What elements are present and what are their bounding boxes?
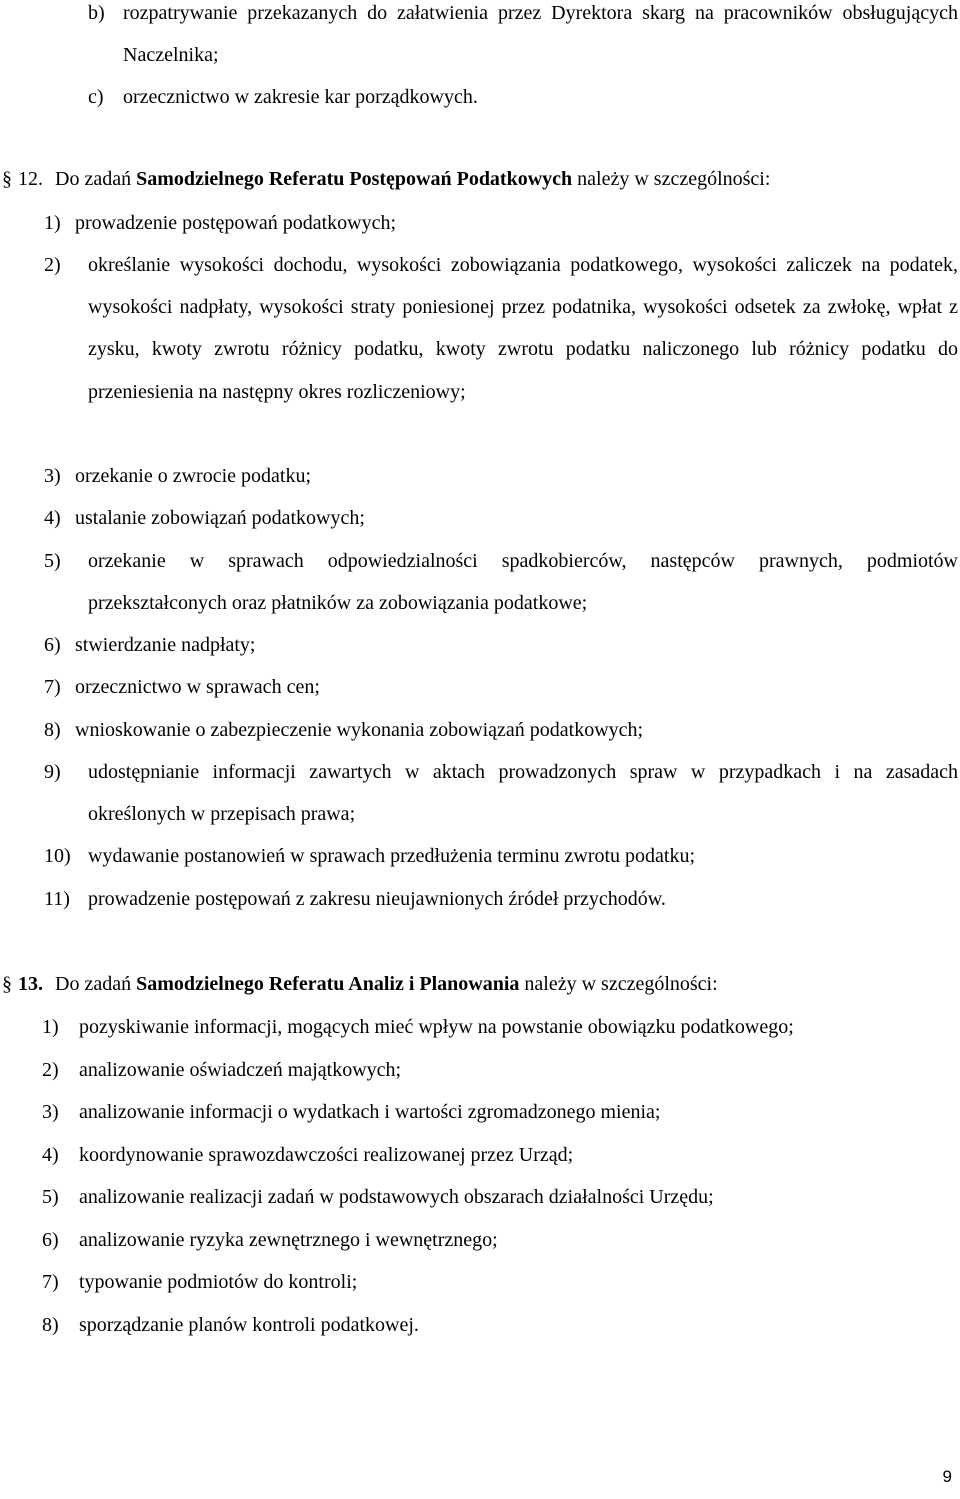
section-intro-end: należy w szczególności: — [577, 168, 771, 190]
list-item-number: 2) — [44, 254, 61, 276]
list-item-text: wydawanie postanowień w sprawach przedłużenia terminu zwrotu podatku; — [88, 845, 696, 867]
list-item — [44, 666, 958, 708]
list-item-number: 8) — [44, 719, 61, 741]
list-item — [88, 76, 958, 118]
list-item — [42, 1006, 958, 1048]
list-item — [44, 202, 958, 244]
list-item-text: ustalanie zobowiązań podatkowych; — [75, 507, 365, 529]
list-item-text: analizowanie informacji o wydatkach i wartości zgromadzonego mienia; — [79, 1101, 661, 1123]
list-item — [44, 497, 958, 539]
list-item-text: orzecznictwo w zakresie kar porządkowych. — [123, 86, 478, 108]
list-item-text: prowadzenie postępowań podatkowych; — [75, 212, 397, 234]
list-item-number: 11) — [44, 888, 70, 910]
list-item-text: prowadzenie postępowań z zakresu nieujawnionych źródeł przychodów. — [88, 888, 666, 910]
list-item-text: określanie wysokości dochodu, wysokości zobowiązania podatkowego, wysokości zaliczek na podatek, wysokości nadpłaty, wysokości straty poniesionej przez podatnika, wysokości odsetek za zwłokę, wpłat z zysku, kwoty zwrotu różnicy podatku, kwoty zwrotu podatku naliczonego lub różnicy podatku do przeniesienia na następny okres rozliczeniowy; — [88, 254, 958, 403]
list-item — [42, 1304, 958, 1346]
list-item-number: 6) — [44, 634, 61, 656]
list-item — [44, 540, 958, 624]
list-item-text: analizowanie ryzyka zewnętrznego i wewnętrznego; — [79, 1229, 498, 1251]
list-item-number: c) — [88, 86, 104, 108]
section-intro-end: należy w szczególności: — [524, 973, 718, 995]
list-item — [88, 0, 958, 76]
list-item — [44, 455, 958, 497]
list-item — [44, 751, 958, 835]
section-unit-name: Samodzielnego Referatu Postępowań Podatkowych — [136, 168, 573, 190]
list-item — [42, 1261, 958, 1303]
list-item — [44, 709, 958, 751]
section-unit-name: Samodzielnego Referatu Analiz i Planowania — [136, 973, 520, 995]
list-item-text: orzecznictwo w sprawach cen; — [75, 676, 320, 698]
list-item-text: wnioskowanie o zabezpieczenie wykonania zobowiązań podatkowych; — [75, 719, 644, 741]
section-intro: Do zadań — [55, 168, 132, 190]
list-item-number: 6) — [42, 1229, 59, 1251]
list-item — [44, 835, 958, 877]
list-item-number: 9) — [44, 761, 61, 783]
list-item-number: 3) — [44, 465, 61, 487]
list-item-number: 1) — [42, 1016, 59, 1038]
list-item — [44, 244, 958, 413]
section-number: 12. — [18, 168, 43, 190]
list-item-number: b) — [88, 2, 105, 24]
list-item-number: 4) — [42, 1144, 59, 1166]
section-mark: § — [2, 168, 12, 190]
page-number: 9 — [942, 1467, 952, 1486]
list-item — [42, 1176, 958, 1218]
list-item-text: koordynowanie sprawozdawczości realizowanej przez Urząd; — [79, 1144, 574, 1166]
list-item-text: orzekanie o zwrocie podatku; — [75, 465, 312, 487]
list-item-text: pozyskiwanie informacji, mogących mieć wpływ na powstanie obowiązku podatkowego; — [79, 1016, 794, 1038]
list-item-number: 8) — [42, 1314, 59, 1336]
list-item-text: sporządzanie planów kontroli podatkowej. — [79, 1314, 419, 1336]
section-mark: § — [2, 973, 12, 995]
list-item-number: 5) — [44, 550, 61, 572]
list-item — [42, 1134, 958, 1176]
list-item — [42, 1219, 958, 1261]
list-item — [44, 624, 958, 666]
list-item — [42, 1049, 958, 1091]
section-number: 13. — [18, 973, 43, 995]
list-item-number: 7) — [42, 1271, 59, 1293]
list-item-text: rozpatrywanie przekazanych do załatwienia przez Dyrektora skarg na pracowników obsługujących Naczelnika; — [123, 2, 958, 67]
list-item-text: stwierdzanie nadpłaty; — [75, 634, 256, 656]
list-item-text: typowanie podmiotów do kontroli; — [79, 1271, 358, 1293]
section-intro: Do zadań — [55, 973, 132, 995]
list-item-number: 4) — [44, 507, 61, 529]
list-item — [42, 1091, 958, 1133]
list-item-number: 10) — [44, 845, 71, 867]
list-item — [44, 878, 958, 920]
list-item-number: 3) — [42, 1101, 59, 1123]
list-item-text: analizowanie realizacji zadań w podstawowych obszarach działalności Urzędu; — [79, 1186, 714, 1208]
list-item-number: 7) — [44, 676, 61, 698]
list-item-text: orzekanie w sprawach odpowiedzialności spadkobierców, następców prawnych, podmiotów przekształconych oraz płatników za zobowiązania podatkowe; — [88, 550, 958, 615]
list-item-text: udostępnianie informacji zawartych w aktach prowadzonych spraw w przypadkach i na zasadach określonych w przepisach prawa; — [88, 761, 958, 826]
list-item-text: analizowanie oświadczeń majątkowych; — [79, 1059, 402, 1081]
list-item-number: 1) — [44, 212, 61, 234]
list-item-number: 2) — [42, 1059, 59, 1081]
list-item-number: 5) — [42, 1186, 59, 1208]
